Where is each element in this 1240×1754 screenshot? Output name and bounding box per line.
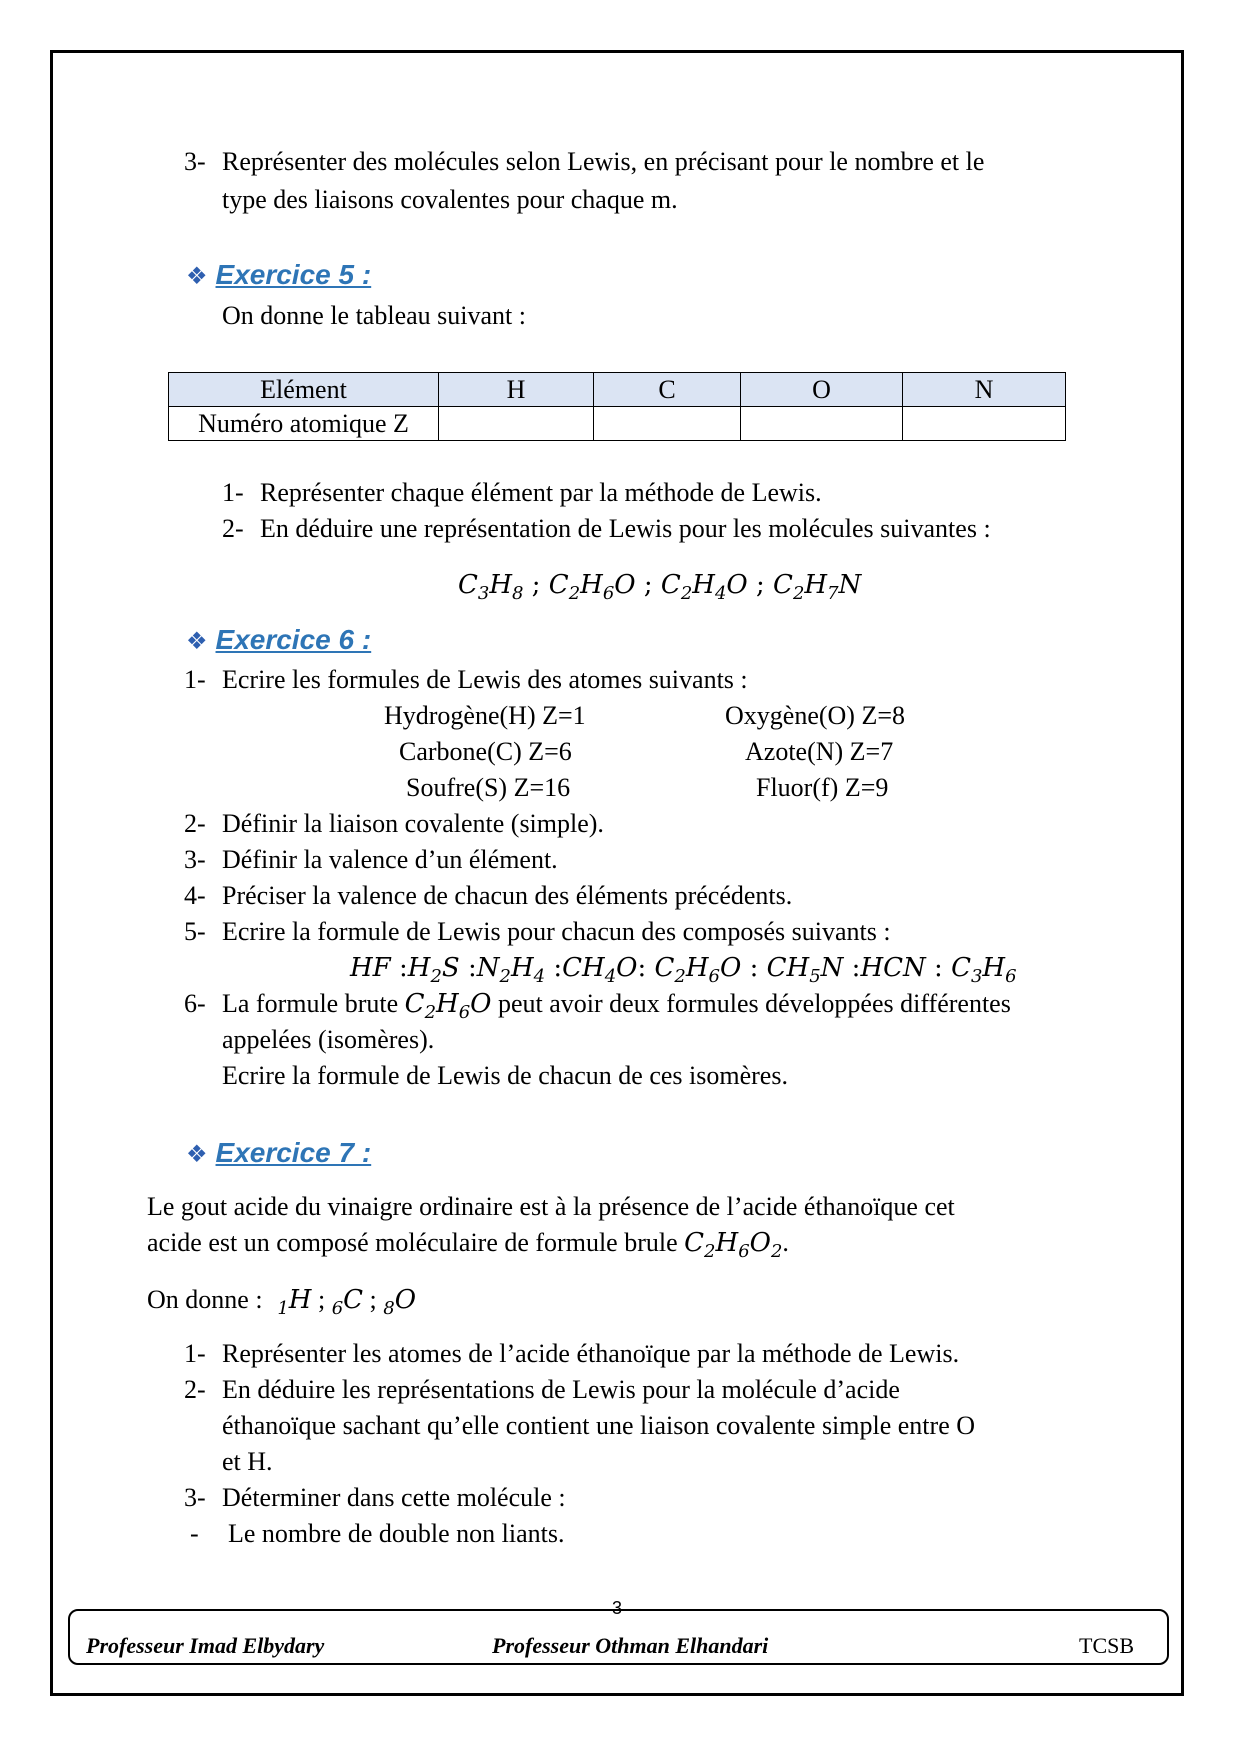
compound-formula: $H_2S$ bbox=[407, 953, 460, 987]
compound-formula: $C_3H_6$ bbox=[951, 953, 1017, 987]
molecule-formula: $C_2H_4O$ bbox=[660, 570, 748, 604]
exercise-5-q2: En déduire une représentation de Lewis pour les molécules suivantes : bbox=[260, 514, 991, 543]
given-atom: $_8$O bbox=[383, 1285, 417, 1319]
footer-center: Professeur Othman Elhandari bbox=[492, 1633, 769, 1658]
atom-right: Fluor(f) Z=9 bbox=[756, 773, 889, 802]
diamond-bullet-icon: ❖ bbox=[186, 263, 208, 290]
element-table-header-row bbox=[169, 373, 1066, 407]
table-cell-empty bbox=[594, 407, 741, 441]
exercise-7-q1: Représenter les atomes de l’acide éthanoïque par la méthode de Lewis. bbox=[222, 1339, 960, 1368]
table-header-cell: Elément bbox=[169, 373, 439, 407]
paragraph-end: . bbox=[782, 1228, 789, 1257]
molecule-formula: $C_2H_7N$ bbox=[773, 570, 862, 604]
exercise-7-q2-line1: En déduire les représentations de Lewis pour la molécule d’acide bbox=[222, 1375, 900, 1404]
exercise-7-heading bbox=[186, 1137, 371, 1171]
element-table-row bbox=[169, 407, 1066, 441]
exercise-5-title: Exercice 5 : bbox=[215, 259, 372, 290]
table-header-cell: N bbox=[903, 373, 1066, 407]
table-cell-empty bbox=[741, 407, 903, 441]
item-number: 3- bbox=[184, 845, 206, 874]
exercise-7-q3: Déterminer dans cette molécule : bbox=[222, 1483, 566, 1512]
table-header-cell: C bbox=[594, 373, 741, 407]
atom-right: Azote(N) Z=7 bbox=[745, 737, 894, 766]
exercise-7-bullet: Le nombre de double non liants. bbox=[228, 1519, 565, 1548]
item-number: 3- bbox=[184, 1483, 206, 1512]
bullet-dash: - bbox=[190, 1519, 199, 1548]
exercise-5-molecules: $C_3H_8$ ; $C_2H_6O$ ; $C_2H_4O$ ; $C_2H_7N$ bbox=[458, 570, 862, 604]
exercise-6-q6-line1 bbox=[222, 989, 1011, 1023]
exercise-6-q1: Ecrire les formules de Lewis des atomes suivants : bbox=[222, 665, 748, 694]
intro-q3-line1: Représenter des molécules selon Lewis, en précisant pour le nombre et le bbox=[222, 147, 985, 176]
item-number: 1- bbox=[184, 665, 206, 694]
item-number: 2- bbox=[184, 809, 206, 838]
item-number: 1- bbox=[222, 478, 244, 507]
item-number: 2- bbox=[184, 1375, 206, 1404]
diamond-bullet-icon: ❖ bbox=[186, 1141, 208, 1168]
exercise-7-paragraph-line2 bbox=[147, 1228, 789, 1262]
item-number: 4- bbox=[184, 881, 206, 910]
atom-left: Hydrogène(H) Z=1 bbox=[384, 701, 586, 730]
molecule-formula: $C_3H_8$ bbox=[458, 570, 524, 604]
exercise-6-q3: Définir la valence d’un élément. bbox=[222, 845, 558, 874]
exercise-5-heading bbox=[186, 259, 371, 293]
given-atom: $_6$C bbox=[331, 1285, 364, 1319]
exercise-7-q2-line3: et H. bbox=[222, 1447, 273, 1476]
exercise-6-q2: Définir la liaison covalente (simple). bbox=[222, 809, 604, 838]
intro-q3-line2: type des liaisons covalentes pour chaque m. bbox=[222, 185, 678, 214]
paragraph-text: acide est un composé moléculaire de formule brule bbox=[147, 1228, 678, 1257]
exercise-6-compounds: HF $:H_2S$ $:N_2H_4$ $:CH_4O$: $C_2H_6O$ : $CH_5N$ :HCN : $C_3H_6$ bbox=[350, 953, 1017, 987]
item-number: 2- bbox=[222, 514, 244, 543]
item-number: 3- bbox=[184, 147, 206, 176]
atom-left: Soufre(S) Z=16 bbox=[406, 773, 571, 802]
exercise-5-q1: Représenter chaque élément par la méthode de Lewis. bbox=[260, 478, 822, 507]
q6-text: La formule brute bbox=[222, 989, 399, 1018]
q6-text: peut avoir deux formules développées différentes bbox=[497, 989, 1011, 1018]
table-row-label: Numéro atomique Z bbox=[169, 407, 439, 441]
exercise-7-title: Exercice 7 : bbox=[215, 1137, 372, 1168]
molecule-formula: $C_2H_6O$ bbox=[548, 570, 636, 604]
exercise-6-q5: Ecrire la formule de Lewis pour chacun des composés suivants : bbox=[222, 917, 891, 946]
table-header-cell: O bbox=[741, 373, 903, 407]
item-number: 6- bbox=[184, 989, 206, 1018]
page-number: 3 bbox=[612, 1598, 623, 1618]
compound-formula: $N_2H_4$ bbox=[476, 953, 546, 987]
compound-formula: $CH_5N$ bbox=[766, 953, 844, 987]
atom-right: Oxygène(O) Z=8 bbox=[725, 701, 905, 730]
table-cell-empty bbox=[903, 407, 1066, 441]
exercise-6-heading bbox=[186, 624, 371, 658]
given-label: On donne : bbox=[147, 1285, 263, 1314]
q6-formula: $C_2H_6O$ bbox=[404, 989, 492, 1023]
exercise-7-q2-line2: éthanoïque sachant qu’elle contient une liaison covalente simple entre O bbox=[222, 1411, 976, 1440]
table-header-cell: H bbox=[439, 373, 594, 407]
exercise-6-title: Exercice 6 : bbox=[215, 624, 372, 655]
compound-formula: $CH_4O$ bbox=[562, 953, 638, 987]
exercise-7-given: On donne : $_1$H ; $_6$C ; $_8$O bbox=[147, 1285, 417, 1319]
exercise-6-q6-line2: appelées (isomères). bbox=[222, 1025, 435, 1054]
compound-formula: $C_2H_6O$ bbox=[654, 953, 742, 987]
item-number: 1- bbox=[184, 1339, 206, 1368]
item-number: 5- bbox=[184, 917, 206, 946]
footer-right: TCSB bbox=[1079, 1633, 1135, 1658]
element-table bbox=[168, 372, 1066, 441]
atom-left: Carbone(C) Z=6 bbox=[399, 737, 572, 766]
diamond-bullet-icon: ❖ bbox=[186, 628, 208, 655]
acid-formula: $C_2H_6O_2$ bbox=[684, 1228, 783, 1262]
table-cell-empty bbox=[439, 407, 594, 441]
exercise-6-q4: Préciser la valence de chacun des éléments précédents. bbox=[222, 881, 793, 910]
compound-formula: HF bbox=[350, 953, 391, 983]
exercise-5-intro: On donne le tableau suivant : bbox=[222, 301, 526, 330]
footer-left: Professeur Imad Elbydary bbox=[86, 1633, 325, 1658]
page-border bbox=[50, 50, 1184, 1696]
exercise-6-q6-line3: Ecrire la formule de Lewis de chacun de ces isomères. bbox=[222, 1061, 788, 1090]
exercise-7-paragraph-line1: Le gout acide du vinaigre ordinaire est à la présence de l’acide éthanoïque cet bbox=[147, 1192, 955, 1221]
compound-formula: HCN bbox=[860, 953, 926, 983]
given-atom: $_1$H bbox=[277, 1285, 312, 1319]
